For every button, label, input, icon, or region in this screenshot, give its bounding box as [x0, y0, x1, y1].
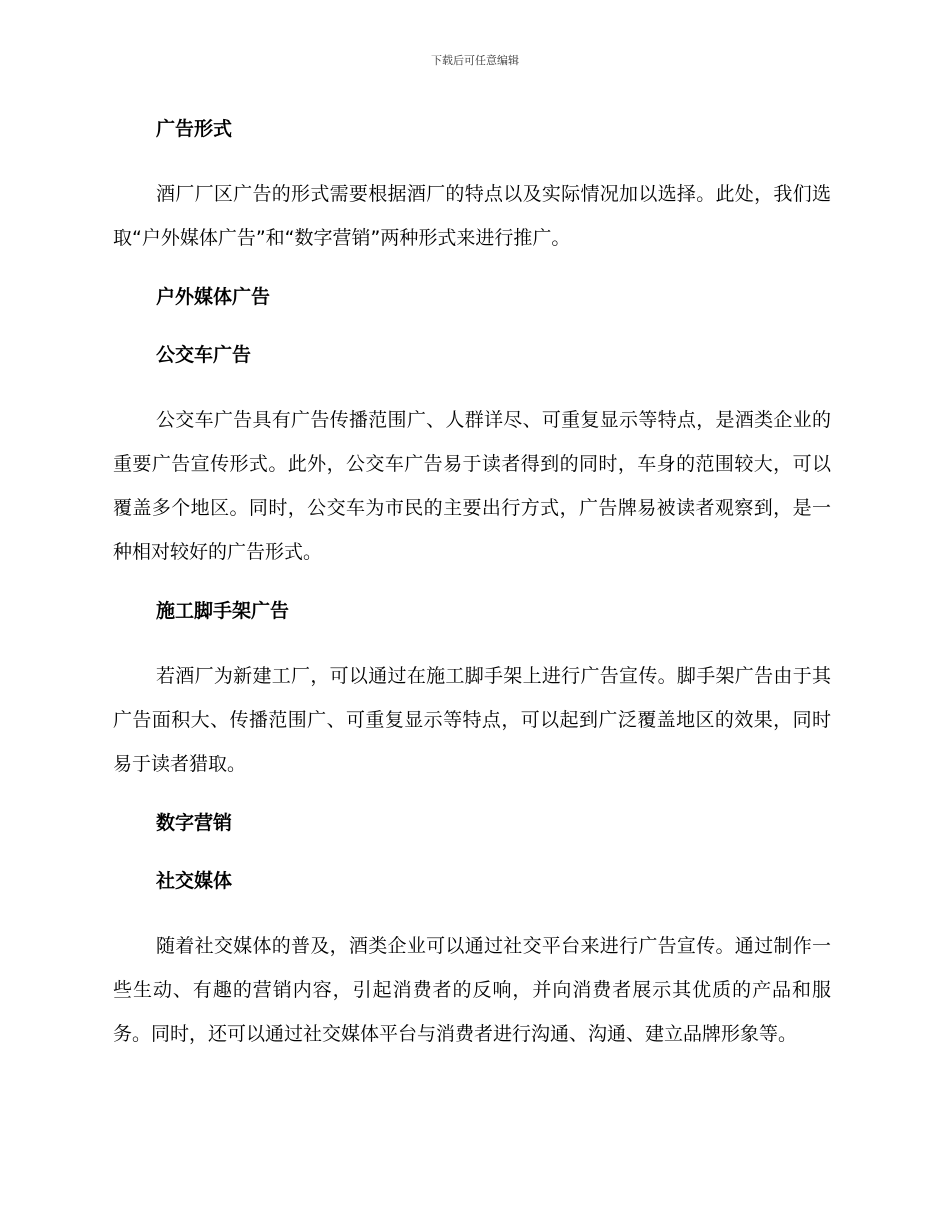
- heading-social-media: 社交媒体: [156, 870, 233, 892]
- document-body: [113, 114, 831, 1056]
- heading-scaffold-ad: 施工脚手架广告: [156, 600, 290, 622]
- paragraph-bus-ad: 公交车广告具有广告传播范围广、人群详尽、可重复显示等特点，是酒类企业的重要广告宣传形式。此外，公交车广告易于读者得到的同时，车身的范围较大，可以覆盖多个地区。同时，公交车为市民的主要出行方式，广告牌易被读者观察到，是一种相对较好的广告形式。: [113, 409, 831, 563]
- heading-digital-marketing: 数字营销: [156, 812, 233, 834]
- heading-outdoor-media: 户外媒体广告: [156, 286, 271, 308]
- heading-bus-ad: 公交车广告: [156, 344, 252, 366]
- paragraph-scaffold-ad: 若酒厂为新建工厂，可以通过在施工脚手架上进行广告宣传。脚手架广告由于其广告面积大、传播范围广、可重复显示等特点，可以起到广泛覆盖地区的效果，同时易于读者猎取。: [113, 665, 831, 775]
- heading-ad-form: 广告形式: [156, 118, 233, 140]
- paragraph-ad-form: 酒厂厂区广告的形式需要根据酒厂的特点以及实际情况加以选择。此处，我们选取“户外媒体广告”和“数字营销”两种形式来进行推广。: [113, 183, 831, 249]
- page-header: 下载后可任意编辑: [431, 54, 519, 67]
- paragraph-social-media: 随着社交媒体的普及，酒类企业可以通过社交平台来进行广告宣传。通过制作一些生动、有趣的营销内容，引起消费者的反响，并向消费者展示其优质的产品和服务。同时，还可以通过社交媒体平台与消费者进行沟通、沟通、建立品牌形象等。: [113, 935, 831, 1045]
